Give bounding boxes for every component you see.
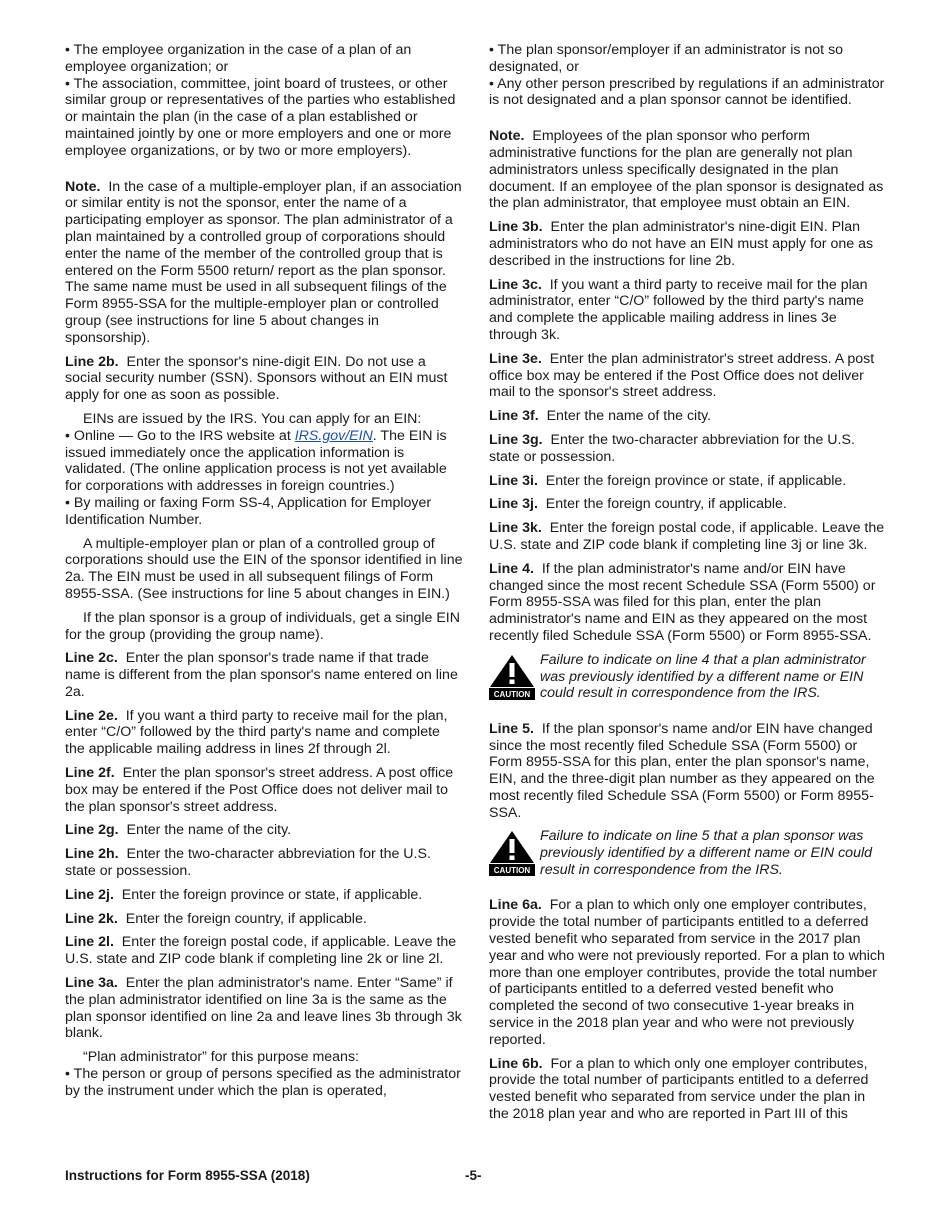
footer-page-number: -5- [465,1168,482,1183]
caution-icon [489,654,535,700]
line-2b [65,354,463,404]
line-label: Line 3g. [489,431,543,448]
line-text: Enter the name of the city. [546,408,712,425]
footer-form-title: Instructions for Form 8955-SSA (2018) [65,1168,310,1183]
line-3e [489,351,887,401]
line-label: Line 3j. [489,496,538,513]
line-label: Line 2c. [65,650,118,667]
multiple-employer-ein: A multiple-employer plan or plan of a controlled group of corporations should use the EIN of the sponsor identified in line 2a. The EIN must be used in all subsequent filings of Form 8955-SSA. (See instructions for line 5 about changes in EIN.) [65,535,463,602]
caution-box-line-4 [489,652,887,704]
line-label: Line 3k. [489,520,542,537]
line-3c [489,277,887,344]
line-5 [489,721,887,822]
caution-icon [489,830,535,876]
line-label: Line 3c. [489,276,542,293]
line-label: Line 3b. [489,219,543,236]
line-text: If you want a third party to receive mail for the plan, enter “C/O” followed by the third party's name and complete the applicable mailing address in lines 2f through 2l. [65,707,448,758]
online-suffix: . The EIN is issued immediately once the application information is validated. (The online application process is not yet available for corporations with addresses in foreign countries.) [65,427,447,495]
line-text: Enter the foreign province or state, if applicable. [121,886,423,903]
line-text: Enter the sponsor's nine-digit EIN. Do not use a social security number (SSN). Sponsors without an EIN must apply for one as soon as possible. [65,353,448,404]
line-4 [489,561,887,645]
note-label: Note. [65,178,101,195]
note-text: In the case of a multiple-employer plan, if an association or similar entity is not the sponsor, enter the name of a participating employer as sponsor. The plan administrator of a plan maintained by a controlled group of corporations should enter the name of the member of the controlled group that is entered on the Form 5500 return/ report as the plan sponsor. The same name must be used in all subsequent filings of the Form 8955-SSA for the multiple-employer plan or controlled group (see instructions for line 5 about changes in sponsorship). [65,178,462,346]
line-3f [489,408,887,425]
line-2j [65,887,463,904]
line-text: Enter the plan sponsor's trade name if that trade name is different from the plan sponsor's name entered on line 2a. [65,650,458,700]
line-label: Line 4. [489,560,534,577]
line-3a [65,975,463,1042]
line-2e [65,708,463,758]
caution-word: CAUTION [493,866,531,876]
note-label: Note. [489,128,525,145]
line-text: Enter the plan administrator's street address. A post office box may be entered if the Post Office does not deliver mail to the sponsor's street address. [489,350,875,401]
line-text: If the plan administrator's name and/or EIN have changed since the most recent Schedule SSA (Form 5500) or Form 8955-SSA was filed for this plan, enter the plan administrator's name and EIN as they appeared on the most recently filed Schedule SSA (Form 5500) or Form 8955-SSA. [489,560,876,644]
note-multiple-employer [65,179,463,347]
line-3g [489,432,887,466]
line-label: Line 2j. [65,886,114,903]
line-text: If you want a third party to receive mail for the plan administrator, enter “C/O” followed by the third party's name and complete the applicable mailing address in lines 3e through 3k. [489,276,868,343]
line-3b [489,219,887,269]
line-3j [489,496,887,513]
line-label: Line 5. [489,720,534,737]
line-label: Line 2k. [65,910,118,927]
line-2h [65,846,463,880]
line-text: Enter the two-character abbreviation for the U.S. state or possession. [489,431,855,465]
line-text: For a plan to which only one employer contributes, provide the total number of participants entitled to a deferred vested benefit who separated from service under the plan in the 2018 plan year and who are reported in Part III of this [489,1055,869,1123]
line-label: Line 2f. [65,765,115,782]
note-text: Employees of the plan sponsor who perform administrative functions for the plan are generally not plan administrators unless specifically designated in the plan document. If an employee of the plan sponsor is designated as the plan administrator, that employee must obtain an EIN. [489,128,884,212]
line-label: Line 3e. [489,350,542,367]
line-text: Enter the foreign postal code, if applicable. Leave the U.S. state and ZIP code blank if completing line 3j or line 3k. [489,520,885,553]
group-of-individuals: If the plan sponsor is a group of individuals, get a single EIN for the group (providing the group name). [65,609,460,643]
line-label: Line 2l. [65,934,114,951]
line-label: Line 2g. [65,822,119,839]
line-label: Line 3a. [65,975,118,992]
line-label: Line 6b. [489,1055,543,1072]
line-text: For a plan to which only one employer contributes, provide the total number of participants entitled to a deferred vested benefit who separated from service in the 2017 plan year and who were not previously reported. For a plan to which more than one employer contributes, provide the total number of participants entitled to a deferred vested benefit who completed the second of two consecutive 1-year breaks in service in the 2018 plan year and who were not previously reported. [489,897,885,1048]
line-text: Enter the foreign country, if applicable. [125,910,367,927]
line-label: Line 2e. [65,707,118,724]
line-text: Enter the foreign province or state, if applicable. [545,472,847,489]
bullet-online [65,428,463,495]
line-text: Enter the foreign postal code, if applicable. Leave the U.S. state and ZIP code blank if completing line 2k or line 2l. [65,934,457,968]
line-text: Enter the plan administrator's nine-digit EIN. Plan administrators who do not have an EIN must apply for one as described in the instructions for line 2b. [489,219,874,269]
caution-word: CAUTION [493,689,531,699]
caution-text: Failure to indicate on line 4 that a plan administrator was previously identified by a different name or EIN could result in correspondence from the IRS. [540,651,866,702]
line-label: Line 2h. [65,846,119,863]
bullet-other-person: • Any other person prescribed by regulations if an administrator is not designated and a plan sponsor cannot be identified. [489,75,885,109]
bullet-employee-organization: • The employee organization in the case of a plan of an employee organization; or [65,42,412,75]
irs-ein-link[interactable]: IRS.gov/EIN [294,427,373,444]
line-2l [65,934,463,968]
line-3k [489,520,887,554]
plan-administrator-definition: “Plan administrator” for this purpose means: [83,1049,359,1066]
line-6b [489,1056,887,1123]
caution-text: Failure to indicate on line 5 that a plan sponsor was previously identified by a different name or EIN could result in correspondence from the IRS. [540,828,873,879]
line-label: Line 6a. [489,897,542,914]
left-column [65,42,463,1107]
note-employees [489,128,887,212]
bullet-mailing: • By mailing or faxing Form SS-4, Application for Employer Identification Number. [65,494,432,528]
line-6a [489,897,887,1048]
line-2k [65,911,463,928]
line-2c [65,650,463,700]
line-text: Enter the foreign country, if applicable. [545,496,787,513]
line-label: Line 3i. [489,472,538,489]
bullet-association: • The association, committee, joint board of trustees, or other similar group or representatives of the parties who established or maintain the plan (in the case of a plan established or maintained jointly by one or more employers and one or more employee organizations, or by two or more employers). [65,75,456,159]
line-text: Enter the plan administrator's name. Enter “Same” if the plan administrator identified on line 3a is the same as the plan sponsor identified on line 2a and leave lines 3b through 3k blank. [65,975,462,1042]
eins-intro: EINs are issued by the IRS. You can apply for an EIN: [83,410,422,427]
caution-box-line-5 [489,828,887,880]
line-2g [65,822,463,839]
line-text: Enter the plan sponsor's street address. A post office box may be entered if the Post Office does not deliver mail to the plan sponsor's street address. [65,765,454,815]
line-text: Enter the name of the city. [126,822,292,839]
online-prefix: • Online — Go to the IRS website at [65,427,291,444]
bullet-plan-sponsor: • The plan sponsor/employer if an administrator is not so designated, or [489,42,844,75]
bullet-person-or-group: • The person or group of persons specified as the administrator by the instrument under which the plan is operated, [65,1066,461,1099]
line-text: If the plan sponsor's name and/or EIN have changed since the most recently filed Schedule SSA (Form 5500) or Form 8955-SSA for this plan, enter the plan sponsor's name, EIN, and the three-digit plan number as they appeared on the most recently filed Schedule SSA (Form 5500) or Form 8955-SSA. [489,720,875,821]
line-3i [489,473,887,490]
right-column [489,42,887,1130]
line-2f [65,765,463,815]
line-label: Line 3f. [489,408,539,425]
line-label: Line 2b. [65,353,119,370]
line-text: Enter the two-character abbreviation for the U.S. state or possession. [65,846,431,880]
